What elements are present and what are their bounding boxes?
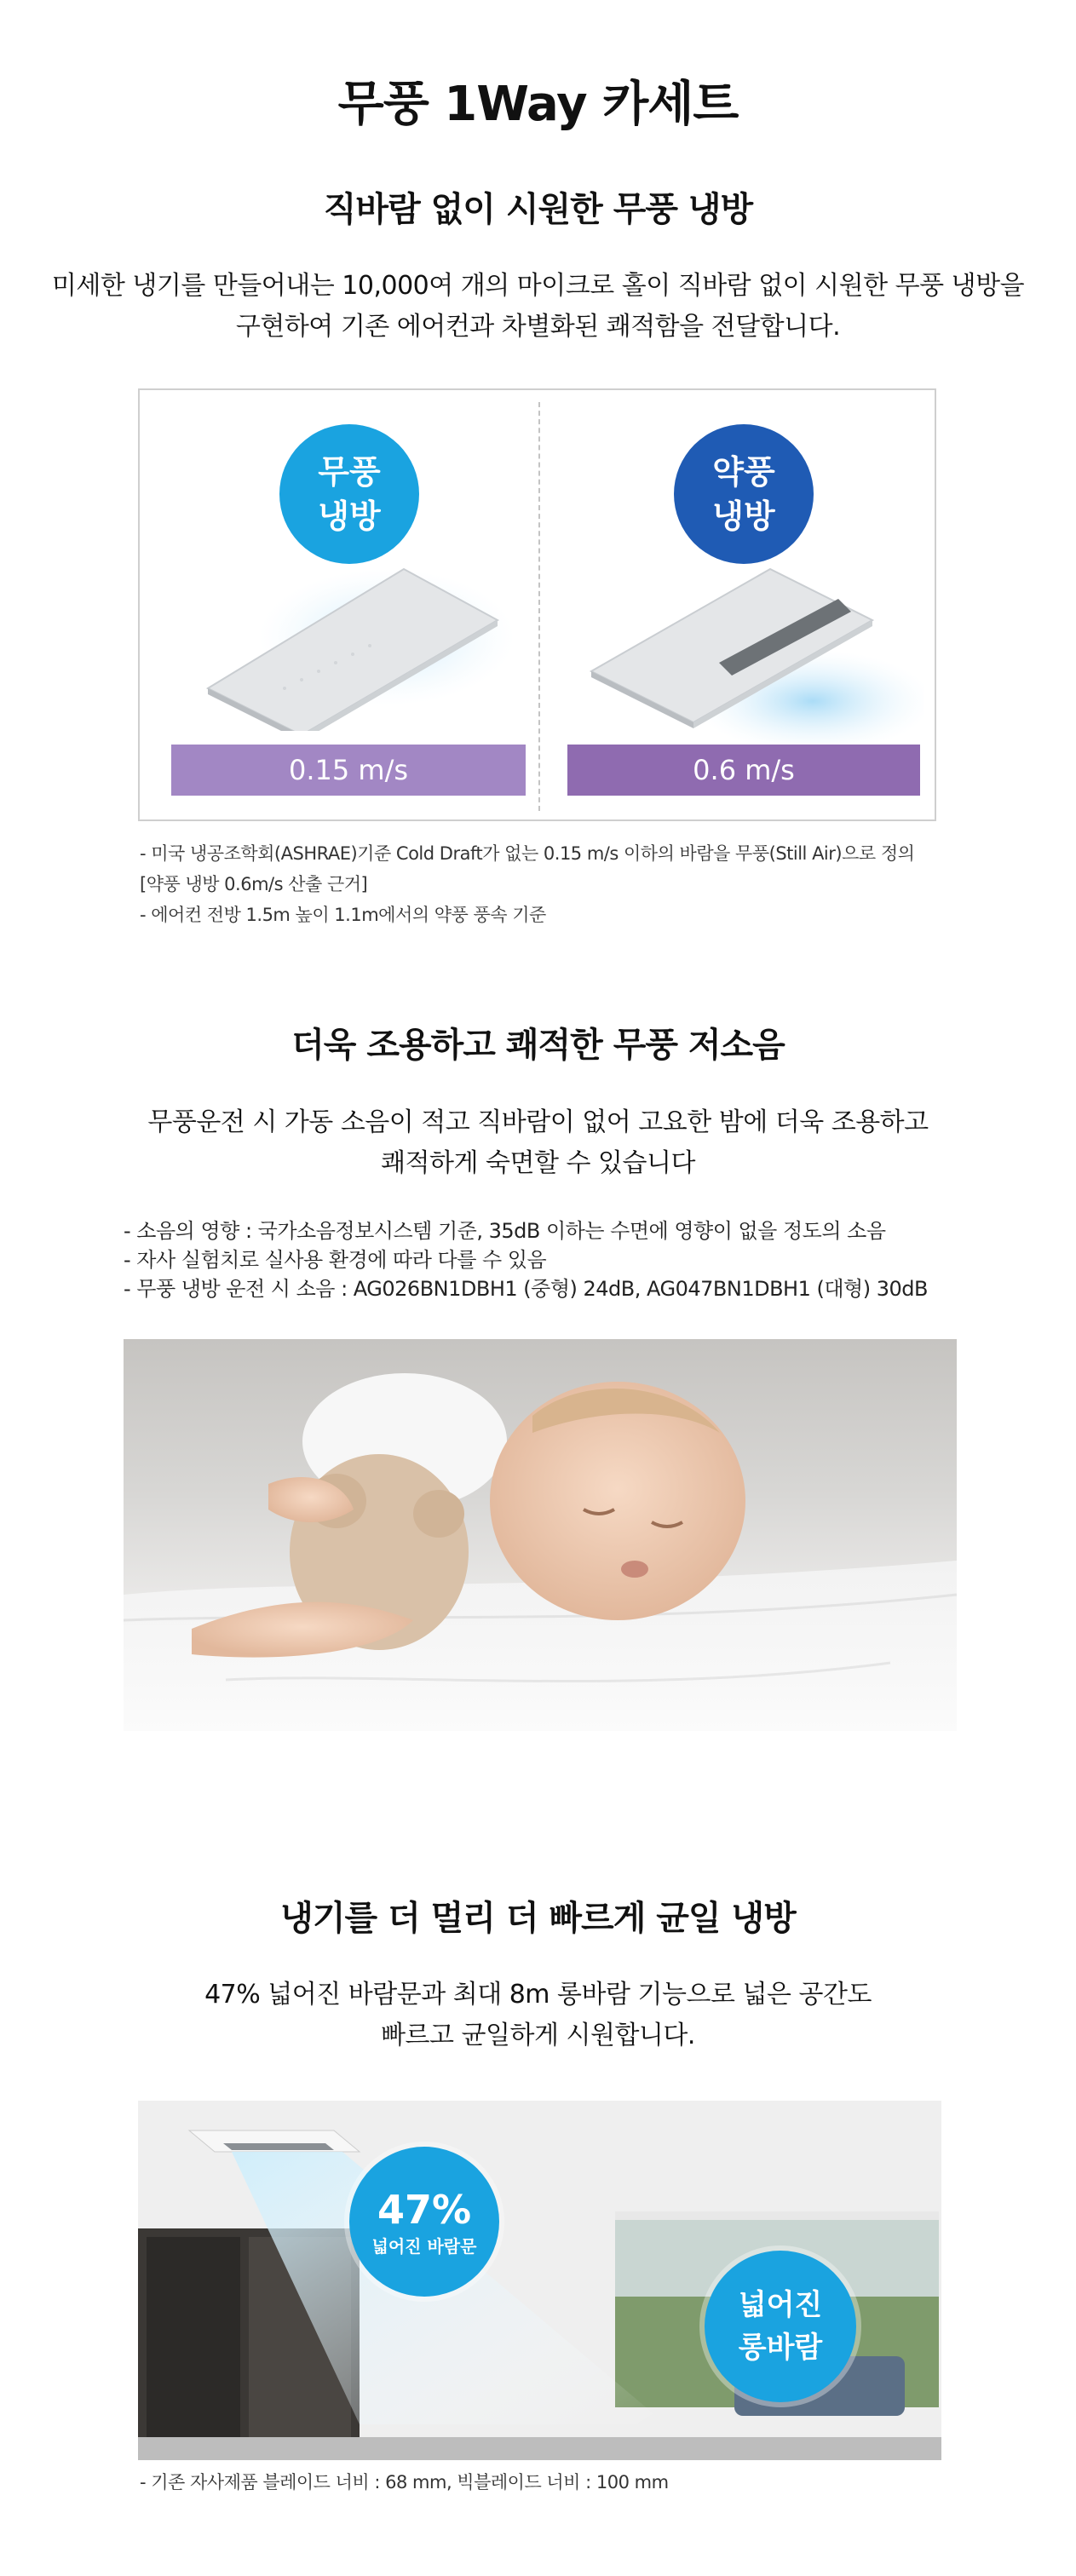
weak-wind-badge-line1: 약풍 <box>712 453 775 491</box>
section3-description <box>0 1975 1076 2056</box>
still-air-cassette-image <box>157 518 523 731</box>
section2-desc-line2: 쾌적하게 숙면할 수 있습니다 <box>381 1148 695 1178</box>
wider-vane-percent: 47% <box>377 2186 472 2233</box>
section1-desc-line2: 구현하여 기존 에어컨과 차별화된 쾌적함을 전달합니다. <box>235 312 841 342</box>
long-wind-badge <box>705 2251 856 2402</box>
weak-wind-speed-bar: 0.6 m/s <box>567 745 920 796</box>
weak-wind-cassette-image <box>557 518 924 748</box>
wider-vane-badge <box>349 2147 499 2297</box>
section1-note-1: - 미국 냉공조학회(ASHRAE)기준 Cold Draft가 없는 0.15 m/s 이하의 바람을 무풍(Still Air)으로 정의 <box>140 843 915 864</box>
comparison-divider <box>538 402 540 811</box>
section1-desc-line1: 미세한 냉기를 만들어내는 10,000여 개의 마이크로 홀이 직바람 없이 시원한 무풍 냉방을 <box>51 271 1025 301</box>
section1-heading: 직바람 없이 시원한 무풍 냉방 <box>323 190 753 229</box>
section1-notes <box>140 838 914 930</box>
section2-heading: 더욱 조용하고 쾌적한 무풍 저소음 <box>291 1026 785 1065</box>
section1-note-2: [약풍 냉방 0.6m/s 산출 근거] <box>140 874 368 894</box>
page-title: 무풍 1Way 카세트 <box>337 77 739 132</box>
section2-desc-line1: 무풍운전 시 가동 소음이 적고 직바람이 없어 고요한 밤에 더욱 조용하고 <box>147 1107 929 1137</box>
section3-desc-line1: 47% 넓어진 바람문과 최대 8m 롱바람 기능으로 넓은 공간도 <box>204 1980 872 2010</box>
section2-note-1: - 소음의 영향 : 국가소음정보시스템 기준, 35dB 이하는 수면에 영향이 없을 정도의 소음 <box>124 1219 886 1243</box>
section2-note-2: - 자사 실험치로 실사용 환경에 따라 다를 수 있음 <box>124 1248 547 1272</box>
weak-wind-badge-line2: 냉방 <box>712 497 775 535</box>
section1-note-3: - 에어컨 전방 1.5m 높이 1.1m에서의 약풍 풍속 기준 <box>140 905 546 925</box>
section2-description <box>0 1102 1076 1184</box>
wider-vane-label: 넓어진 바람문 <box>371 2235 477 2257</box>
long-wind-line2: 롱바람 <box>738 2331 823 2365</box>
still-air-badge-line1: 무풍 <box>318 453 381 491</box>
cooling-comparison-panel <box>138 388 936 821</box>
section3-note: - 기존 자사제품 블레이드 너비 : 68 mm, 빅블레이드 너비 : 100 mm <box>140 2472 669 2493</box>
section3-heading: 냉기를 더 멀리 더 빠르게 균일 냉방 <box>280 1899 796 1938</box>
long-wind-line1: 넓어진 <box>738 2288 823 2322</box>
section2-notes <box>124 1216 928 1303</box>
still-air-speed-bar: 0.15 m/s <box>171 745 526 796</box>
sleeping-baby-illustration <box>124 1339 957 1731</box>
section2-note-3: - 무풍 냉방 운전 시 소음 : AG026BN1DBH1 (중형) 24dB, AG047BN1DBH1 (대형) 30dB <box>124 1277 928 1301</box>
living-room-photo <box>138 2101 941 2460</box>
section1-description <box>0 266 1076 348</box>
still-air-badge-line2: 냉방 <box>318 497 381 535</box>
section3-desc-line2: 빠르고 균일하게 시원합니다. <box>381 2021 695 2050</box>
sleeping-baby-photo <box>124 1339 957 1731</box>
